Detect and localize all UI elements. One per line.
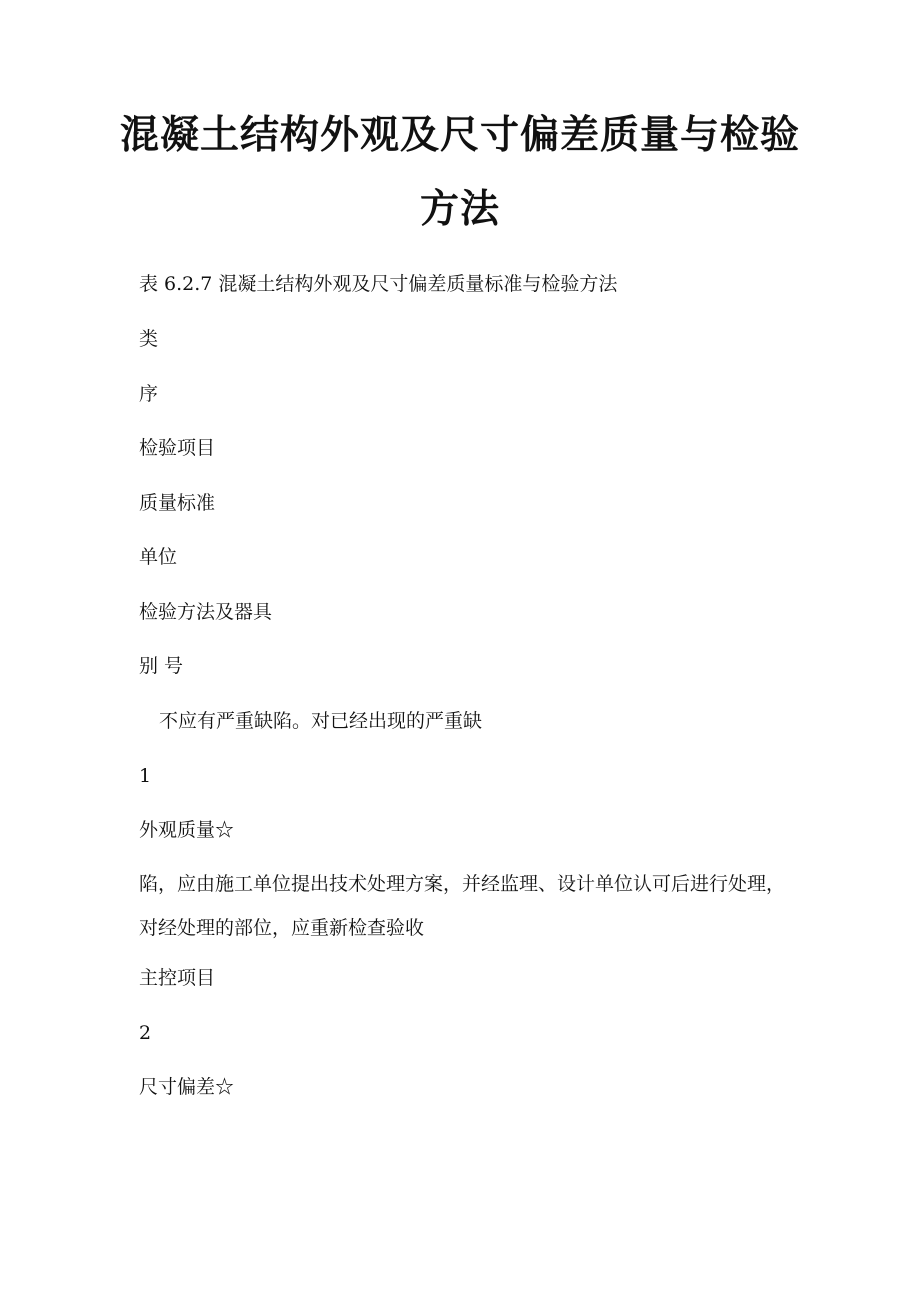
table-caption: 表 6.2.7 混凝土结构外观及尺寸偏差质量标准与检验方法 bbox=[139, 273, 618, 295]
appearance-quality-label: 外观质量☆ bbox=[139, 819, 235, 841]
dimension-deviation-label: 尺寸偏差☆ bbox=[139, 1076, 235, 1098]
header-inspection-method: 检验方法及器具 bbox=[139, 601, 273, 623]
header-sequence: 序 bbox=[139, 383, 159, 405]
appearance-standard-text: 不应有严重缺陷。对已经出现的严重缺 bbox=[159, 710, 483, 732]
header-category-number: 别 号 bbox=[139, 655, 184, 677]
header-quality-standard: 质量标准 bbox=[139, 492, 216, 514]
header-unit: 单位 bbox=[139, 546, 178, 568]
header-inspection-item: 检验项目 bbox=[139, 437, 216, 459]
row-number-2: 2 bbox=[139, 1022, 152, 1044]
document-title-continued: 方法 bbox=[419, 186, 500, 232]
row-number-1: 1 bbox=[139, 765, 152, 787]
appearance-standard-continued: 陷，应由施工单位提出技术处理方案，并经监理、设计单位认可后进行处理，对经处理的部位，应重新检查验收 bbox=[139, 873, 786, 939]
document-title: 混凝土结构外观及尺寸偏差质量与检验 bbox=[119, 112, 800, 158]
header-category: 类 bbox=[139, 328, 159, 350]
main-control-items-label: 主控项目 bbox=[139, 967, 216, 989]
